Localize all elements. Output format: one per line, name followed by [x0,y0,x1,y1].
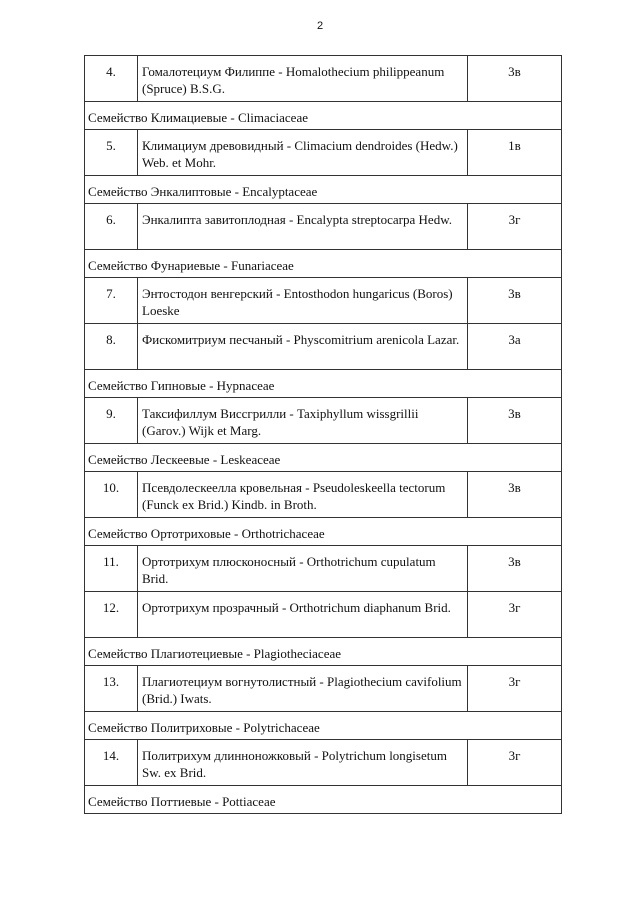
species-number: 4. [85,56,138,102]
species-name: Гомалотециум Филиппе - Homalothecium philippeanum (Spruce) B.S.G. [138,56,468,102]
species-number: 14. [85,740,138,786]
species-name: Климациум древовидный - Climacium dendroides (Hedw.) Web. et Mohr. [138,130,468,176]
species-row [85,278,562,324]
family-row [85,176,562,204]
family-row [85,444,562,472]
species-row [85,740,562,786]
species-row [85,472,562,518]
family-name: Семейство Лескеевые - Leskeaceae [85,444,562,472]
rarity-category: 3в [468,278,562,324]
species-register-table [84,55,562,814]
species-number: 12. [85,592,138,638]
family-row [85,250,562,278]
species-name: Ортотрихум прозрачный - Orthotrichum diaphanum Brid. [138,592,468,638]
species-number: 8. [85,324,138,370]
species-row [85,398,562,444]
species-number: 10. [85,472,138,518]
species-name: Фискомитриум песчаный - Physcomitrium arenicola Lazar. [138,324,468,370]
species-row [85,130,562,176]
family-row [85,370,562,398]
rarity-category: 3а [468,324,562,370]
family-name: Семейство Ортотриховые - Orthotrichaceae [85,518,562,546]
species-row [85,666,562,712]
rarity-category: 3г [468,740,562,786]
species-row [85,324,562,370]
rarity-category: 3г [468,592,562,638]
family-name: Семейство Плагиотециевые - Plagiotheciaceae [85,638,562,666]
species-name: Плагиотециум вогнутолистный - Plagiothecium cavifolium (Brid.) Iwats. [138,666,468,712]
family-name: Семейство Фунариевые - Funariaceae [85,250,562,278]
rarity-category: 1в [468,130,562,176]
species-name: Политрихум длинноножковый - Polytrichum longisetum Sw. ex Brid. [138,740,468,786]
species-row [85,204,562,250]
rarity-category: 3в [468,472,562,518]
species-name: Энтостодон венгерский - Entosthodon hungaricus (Boros) Loeske [138,278,468,324]
species-number: 11. [85,546,138,592]
rarity-category: 3г [468,204,562,250]
species-number: 7. [85,278,138,324]
family-name: Семейство Поттиевые - Pottiaceae [85,786,562,814]
species-name: Таксифиллум Виссгрилли - Taxiphyllum wissgrillii (Garov.) Wijk et Marg. [138,398,468,444]
family-name: Семейство Климациевые - Climaciaceae [85,102,562,130]
species-name: Энкалипта завитоплодная - Encalypta streptocarpa Hedw. [138,204,468,250]
species-number: 5. [85,130,138,176]
species-number: 6. [85,204,138,250]
page-number: 2 [316,20,324,32]
species-number: 13. [85,666,138,712]
family-row [85,518,562,546]
rarity-category: 3в [468,546,562,592]
species-number: 9. [85,398,138,444]
rarity-category: 3в [468,398,562,444]
family-row [85,638,562,666]
family-name: Семейство Энкалиптовые - Encalyptaceae [85,176,562,204]
family-name: Семейство Политриховые - Polytrichaceae [85,712,562,740]
species-name: Псевдолескеелла кровельная - Pseudoleskeella tectorum (Funck ex Brid.) Kindb. in Broth. [138,472,468,518]
rarity-category: 3г [468,666,562,712]
species-name: Ортотрихум плюсконосный - Orthotrichum cupulatum Brid. [138,546,468,592]
family-row [85,786,562,814]
species-row [85,546,562,592]
family-row [85,712,562,740]
species-row [85,592,562,638]
rarity-category: 3в [468,56,562,102]
family-name: Семейство Гипновые - Hypnaceae [85,370,562,398]
family-row [85,102,562,130]
species-row [85,56,562,102]
